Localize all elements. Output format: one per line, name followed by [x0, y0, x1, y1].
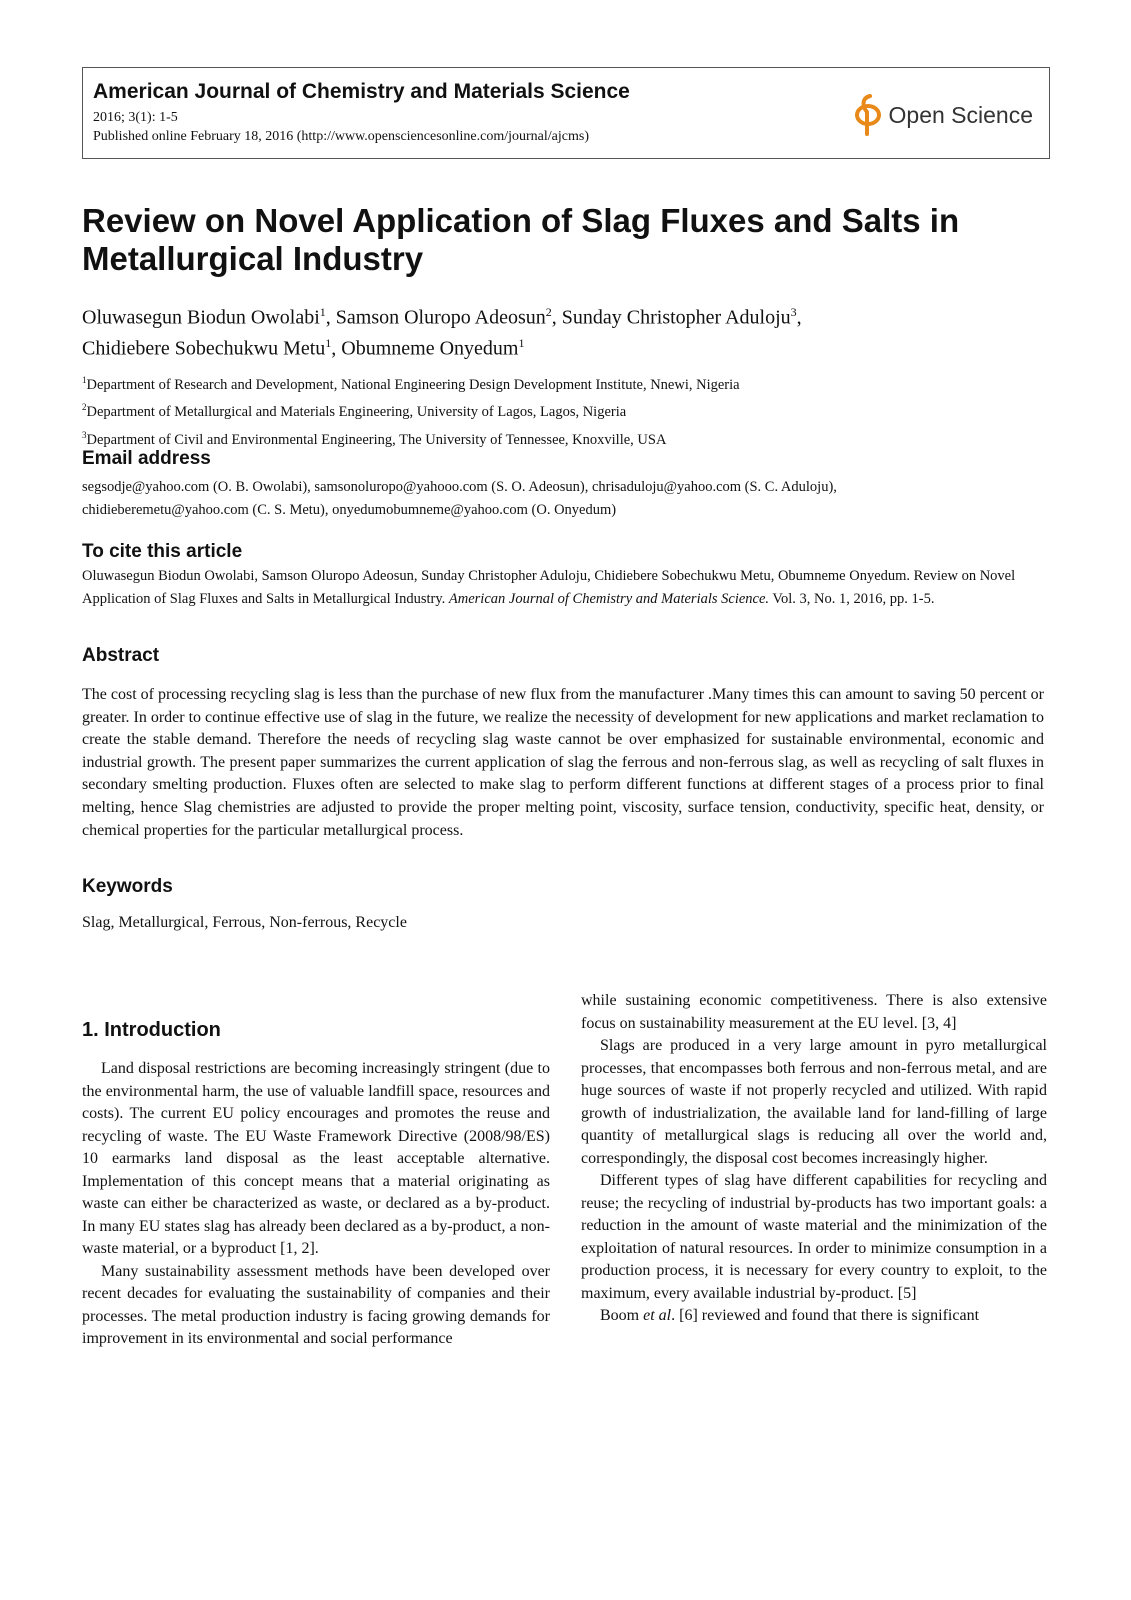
journal-title: American Journal of Chemistry and Materials Science [93, 80, 630, 103]
affiliation-text: Department of Civil and Environmental Engineering, The University of Tennessee, Knoxville, USA [86, 431, 667, 448]
affiliation-number: 1 [82, 375, 87, 385]
author-affiliation-mark: 1 [319, 305, 326, 319]
affiliation-item [82, 369, 1042, 396]
citation-tail: Vol. 3, No. 1, 2016, pp. 1-5. [769, 590, 935, 607]
author-affiliation-mark: 3 [790, 305, 797, 319]
paragraph: Many sustainability assessment methods have been developed over recent decades for evaluating the sustainability of companies and their processes. The metal production industry is facing growing demands for improvement in its environmental and social performance [82, 1262, 550, 1347]
paper-title: Review on Novel Application of Slag Fluxes and Salts in Metallurgical Industry [82, 202, 960, 277]
affiliation-item [82, 396, 1042, 423]
author-name: Chidiebere Sobechukwu Metu [82, 337, 326, 360]
email-line: segsodje@yahoo.com (O. B. Owolabi), samsonoluropo@yahooo.com (S. O. Adeosun), chrisaduloju@yahoo.com (S. C. Aduloju), [82, 479, 837, 495]
paragraph: Slags are produced in a very large amount in pyro metallurgical processes, that encompasses both ferrous and non-ferrous metal, and are huge sources of waste if not properly recycled and utilized. With rapid growth of industrialization, the available land for land-filling of large quantity of metallurgical slags is reducing all over the world and, correspondingly, the disposal cost becomes increasingly higher. [581, 1037, 1047, 1167]
author-list [82, 300, 1042, 361]
open-science-logo-icon [853, 94, 883, 136]
author-affiliation-mark: 1 [325, 335, 332, 350]
affiliation-number: 2 [82, 402, 87, 413]
paragraph: Land disposal restrictions are becoming increasingly stringent (due to the environmental harm, the use of valuable landfill space, resources and costs). The current EU policy encourages and promotes the reuse and recycling of waste. The EU Waste Framework Directive (2008/98/ES) 10 earmarks land disposal as the least acceptable alternative. Implementation of this concept means that a material originating as waste can either be characterized as waste, or declared as a by-product. In many EU states slag has already been declared as a by-product, a non-waste material, or a byproduct [1, 2]. [82, 1060, 550, 1257]
text-run: Boom [600, 1307, 644, 1324]
text-run-italic: et al [643, 1307, 672, 1324]
affiliation-item [82, 424, 1042, 451]
author-separator: , [331, 337, 342, 360]
journal-header-box [82, 67, 1050, 159]
author-affiliation-mark: 2 [545, 305, 552, 319]
author-separator: , [796, 306, 802, 329]
keywords-heading: Keywords [82, 876, 173, 897]
author-name: Sunday Christopher Aduloju [561, 306, 791, 329]
paragraph: while sustaining economic competitiveness. There is also extensive focus on sustainability measurement at the EU level. [3, 4] [581, 992, 1047, 1032]
affiliation-text: Department of Metallurgical and Materials Engineering, University of Lagos, Lagos, Nigeria [86, 404, 627, 421]
abstract-text: The cost of processing recycling slag is less than the purchase of new flux from the manufacturer .Many times this can amount to saving 50 percent or greater. In order to continue effective use of slag in the future, we realize the necessity of development for new applications and market reclamation to create the stable demand. Therefore the needs of recycling slag waste cannot be over emphasized for sustainable environmental, economic and industrial growth. The present paper summarizes the current application of slag the ferrous and non-ferrous slag, as well as recycling of salt fluxes in secondary smelting production. Fluxes often are selected to make slag to perform different functions at different stages of a process prior to final melting, hence Slag chemistries are adjusted to provide the proper melting point, viscosity, surface tension, conductivity, specific heat, density, or chemical properties for the particular metallurgical process. [82, 686, 1044, 839]
citation-journal: American Journal of Chemistry and Materials Science. [448, 590, 770, 607]
journal-volume: 2016; 3(1): 1-5 [93, 110, 178, 125]
paragraph [581, 1305, 1047, 1328]
author-name: Samson Oluropo Adeosun [335, 306, 546, 329]
author-affiliation-mark: 1 [518, 335, 525, 350]
author-name: Obumneme Onyedum [341, 337, 519, 360]
journal-published-line: Published online February 18, 2016 (http://www.opensciencesonline.com/journal/ajcms) [93, 129, 589, 144]
citation-main: Oluwasegun Biodun Owolabi, Samson Oluropo Adeosun, Sunday Christopher Aduloju, Chidiebere Sobechukwu Metu, Obumneme Onyedum. Review on Novel Application of Slag Fluxes and Salts in Metallurgical Industry. [82, 568, 1016, 607]
email-heading: Email address [82, 448, 211, 469]
body-column-right [581, 990, 1047, 1328]
author-separator: , [551, 306, 562, 329]
cite-heading: To cite this article [82, 541, 243, 562]
text-run: . [6] reviewed and found that there is significant [671, 1307, 980, 1324]
body-column-left [82, 1058, 550, 1351]
citation-text [82, 565, 1044, 610]
keywords-text: Slag, Metallurgical, Ferrous, Non-ferrous, Recycle [82, 914, 407, 931]
email-addresses [82, 476, 1044, 521]
publisher-name: Open Science [888, 101, 1033, 128]
paragraph: Different types of slag have different capabilities for recycling and reuse; the recycling of industrial by-products has two important goals: a reduction in the amount of waste material and the minimization of the exploitation of natural resources. In order to minimize consumption in a production process, it is necessary for every country to exploit, to the maximum, every available industrial by-product. [5] [581, 1172, 1047, 1302]
email-line: chidieberemetu@yahoo.com (C. S. Metu), onyedumobumneme@yahoo.com (O. Onyedum) [82, 501, 617, 518]
author-separator: , [325, 306, 336, 329]
publisher-logo [853, 94, 1033, 136]
author-name: Oluwasegun Biodun Owolabi [82, 306, 320, 329]
abstract-heading: Abstract [82, 645, 160, 666]
affiliation-text: Department of Research and Development, National Engineering Design Development Institute, Nnewi, Nigeria [86, 376, 740, 393]
affiliation-number: 3 [82, 429, 87, 440]
introduction-heading: 1. Introduction [82, 1019, 221, 1041]
affiliation-list [82, 369, 1042, 451]
